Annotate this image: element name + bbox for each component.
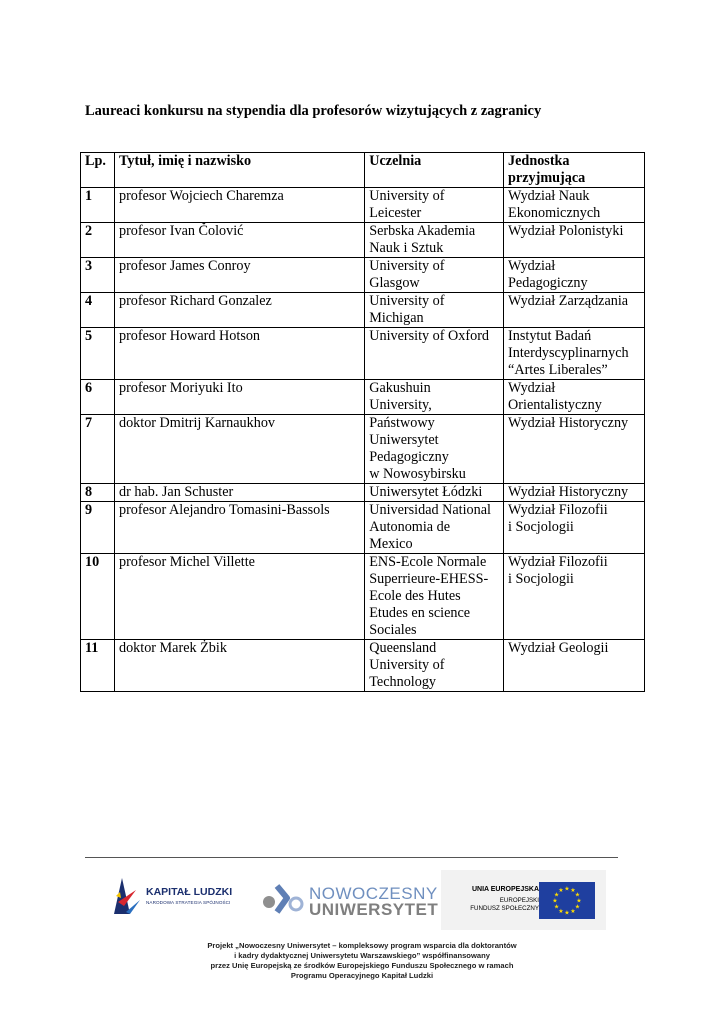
page-title: Laureaci konkursu na stypendia dla profesorów wizytujących z zagranicy	[85, 103, 542, 119]
university-name-line: Ecole des Hutes	[369, 588, 461, 604]
university-name-line: University of Oxford	[369, 328, 490, 344]
laureate-name: profesor Wojciech Charemza	[114, 188, 364, 223]
laureate-name: profesor James Conroy	[114, 258, 364, 293]
row-number: 3	[81, 258, 115, 293]
laureate-name: profesor Ivan Čolović	[114, 223, 364, 258]
university-name	[365, 502, 504, 554]
row-number: 5	[81, 328, 115, 380]
table-row	[81, 554, 645, 640]
university-name	[365, 380, 504, 415]
university-name	[365, 415, 504, 484]
host-unit-line: Orientalistyczny	[508, 397, 602, 413]
eu-star-icon: ★	[552, 898, 558, 905]
table-header-row	[81, 153, 645, 188]
header-unit: Jednostka przyjmująca	[504, 153, 645, 188]
university-name-line: Państwowy	[369, 415, 435, 431]
host-unit-line: Instytut Badań	[508, 328, 592, 344]
university-name-line: ENS-Ecole Normale	[369, 554, 487, 570]
host-unit-line: Wydział Zarządzania	[508, 293, 629, 309]
laureate-name: profesor Howard Hotson	[114, 328, 364, 380]
uniwersytet-text: UNIWERSYTET	[309, 900, 439, 919]
host-unit-line: Pedagogiczny	[508, 275, 588, 291]
university-name	[365, 293, 504, 328]
host-unit-line: Wydział Geologii	[508, 640, 609, 656]
laureate-name: profesor Moriyuki Ito	[114, 380, 364, 415]
host-unit	[504, 223, 645, 258]
row-number: 9	[81, 502, 115, 554]
host-unit	[504, 258, 645, 293]
university-name-line: Gakushuin	[369, 380, 431, 396]
row-number: 8	[81, 484, 115, 502]
eu-star-icon: ★	[574, 892, 581, 899]
host-unit-line: Wydział	[508, 380, 556, 396]
laureate-name: doktor Dmitrij Karnaukhov	[114, 415, 364, 484]
project-text-line: przez Unię Europejską ze środków Europejskiego Funduszu Społecznego w ramach	[210, 961, 514, 970]
university-name-line: Superrieure-EHESS-	[369, 571, 489, 587]
row-number: 4	[81, 293, 115, 328]
table-row	[81, 380, 645, 415]
laureates-table	[80, 152, 645, 692]
university-name-line: University of	[369, 188, 445, 204]
row-number: 11	[81, 640, 115, 692]
university-name-line: Etudes en science	[369, 605, 471, 621]
table-row	[81, 640, 645, 692]
host-unit-line: Wydział Historyczny	[508, 415, 629, 431]
university-name	[365, 328, 504, 380]
university-name-line: Pedagogiczny	[369, 449, 449, 465]
laureate-name: dr hab. Jan Schuster	[114, 484, 364, 502]
university-name-line: University of	[369, 293, 445, 309]
project-text-line: Projekt „Nowoczesny Uniwersytet – kompleksowy program wsparcia dla doktorantów	[207, 941, 517, 950]
nowoczesny-uniwersytet-logo	[262, 878, 439, 922]
project-text-line: Programu Operacyjnego Kapitał Ludzki	[290, 971, 434, 980]
host-unit	[504, 502, 645, 554]
host-unit-line: i Socjologii	[508, 571, 574, 587]
table-row	[81, 188, 645, 223]
eu-star-icon: ★	[558, 888, 564, 895]
university-name	[365, 258, 504, 293]
row-number: 7	[81, 415, 115, 484]
nowoczesny-text: NOWOCZESNY	[309, 884, 438, 903]
header-university: Uczelnia	[365, 153, 504, 188]
eu-star-icon: ★	[570, 888, 576, 895]
eu-flag-icon	[539, 882, 595, 919]
university-name-line: University of	[369, 657, 445, 673]
host-unit	[504, 415, 645, 484]
project-funding-note	[150, 941, 574, 981]
kapital-ludzki-name: KAPITAŁ LUDZKI	[146, 886, 233, 898]
university-name-line: Michigan	[369, 310, 424, 326]
host-unit-line: Wydział	[508, 258, 556, 274]
university-name-line: Technology	[369, 674, 437, 690]
university-name-line: University,	[369, 397, 432, 413]
table-row	[81, 293, 645, 328]
eu-fund-line2: FUNDUSZ SPOŁECZNY	[470, 905, 539, 912]
eu-title: UNIA EUROPEJSKA	[471, 886, 539, 893]
university-name	[365, 640, 504, 692]
host-unit-line: Wydział Polonistyki	[508, 223, 624, 239]
eu-star-icon: ★	[558, 908, 564, 915]
eu-star-icon: ★	[553, 892, 560, 899]
university-name-line: Uniwersytet	[369, 432, 439, 448]
host-unit	[504, 328, 645, 380]
university-name-line: Nauk i Sztuk	[369, 240, 444, 256]
university-name-line: Glasgow	[369, 275, 420, 291]
row-number: 1	[81, 188, 115, 223]
host-unit-line: i Socjologii	[508, 519, 574, 535]
table-row	[81, 328, 645, 380]
row-number: 10	[81, 554, 115, 640]
eu-star-icon: ★	[564, 886, 570, 893]
university-name-line: Mexico	[369, 536, 413, 552]
header-lp: Lp.	[81, 153, 115, 188]
host-unit	[504, 484, 645, 502]
table-row	[81, 502, 645, 554]
university-name-line: w Nowosybirsku	[369, 466, 466, 482]
university-name-line: Autonomia de	[369, 519, 451, 535]
kapital-ludzki-subtitle: NARODOWA STRATEGIA SPÓJNOŚCI	[146, 900, 231, 905]
host-unit-line: “Artes Liberales”	[508, 362, 608, 378]
eu-logo	[441, 870, 606, 930]
university-name-line: Sociales	[369, 622, 417, 638]
table-row	[81, 223, 645, 258]
host-unit	[504, 380, 645, 415]
row-number: 2	[81, 223, 115, 258]
laureate-name: profesor Richard Gonzalez	[114, 293, 364, 328]
eu-star-icon: ★	[576, 898, 582, 905]
host-unit-line: Wydział Historyczny	[508, 484, 629, 500]
university-name	[365, 554, 504, 640]
university-name	[365, 484, 504, 502]
host-unit	[504, 640, 645, 692]
university-name-line: Serbska Akademia	[369, 223, 476, 239]
eu-star-icon: ★	[574, 904, 581, 911]
host-unit-line: Interdyscyplinarnych	[508, 345, 629, 361]
kapital-ludzki-emblem-icon	[112, 876, 142, 916]
laureate-name: profesor Michel Villette	[114, 554, 364, 640]
host-unit-line: Wydział Filozofii	[508, 554, 608, 570]
host-unit	[504, 554, 645, 640]
row-number: 6	[81, 380, 115, 415]
eu-star-icon: ★	[564, 910, 570, 917]
university-name	[365, 188, 504, 223]
kapital-ludzki-logo	[112, 876, 247, 916]
host-unit-line: Ekonomicznych	[508, 205, 601, 221]
university-name-line: Queensland	[369, 640, 437, 656]
host-unit-line: Wydział Nauk	[508, 188, 590, 204]
table-row	[81, 415, 645, 484]
university-name-line: Universidad National	[369, 502, 491, 518]
host-unit	[504, 293, 645, 328]
host-unit-line: Wydział Filozofii	[508, 502, 608, 518]
table-row	[81, 484, 645, 502]
laureate-name: profesor Alejandro Tomasini-Bassols	[114, 502, 364, 554]
project-text-line: i kadry dydaktycznej Uniwersytetu Warszawskiego” współfinansowany	[234, 951, 490, 960]
eu-star-icon: ★	[570, 908, 576, 915]
eu-fund-line1: EUROPEJSKI	[499, 897, 539, 904]
eu-star-icon: ★	[553, 904, 560, 911]
university-name-line: Uniwersytet Łódzki	[369, 484, 483, 500]
university-name	[365, 223, 504, 258]
header-name: Tytuł, imię i nazwisko	[114, 153, 364, 188]
university-name-line: Leicester	[369, 205, 422, 221]
table-row	[81, 258, 645, 293]
university-name-line: University of	[369, 258, 445, 274]
footer-divider	[85, 857, 618, 858]
nowoczesny-uniwersytet-emblem-icon	[262, 882, 306, 918]
laureate-name: doktor Marek Żbik	[114, 640, 364, 692]
host-unit	[504, 188, 645, 223]
